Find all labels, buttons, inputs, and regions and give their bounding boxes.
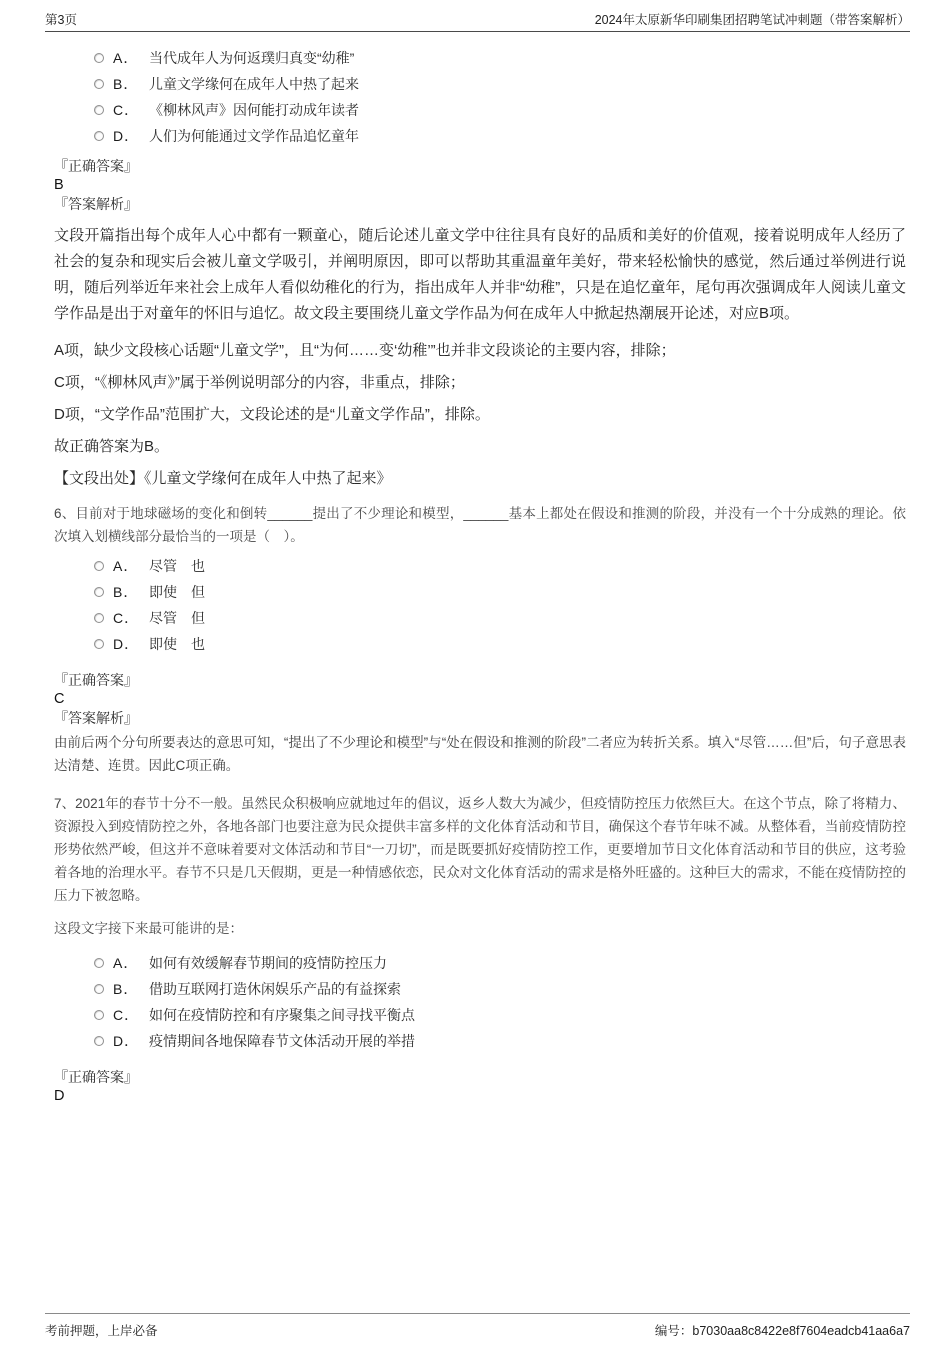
q5-answer-analysis-label: 『答案解析』 <box>54 196 138 212</box>
q7-option-a[interactable] <box>94 950 906 976</box>
page-header <box>45 10 910 32</box>
q7-options <box>54 950 906 1054</box>
radio-q5-c[interactable] <box>94 105 104 115</box>
option-letter: A． <box>113 955 139 971</box>
radio-q5-d[interactable] <box>94 131 104 141</box>
q5-source-line: 【文段出处】《儿童文学缘何在成年人中热了起来》 <box>54 470 392 487</box>
radio-q7-a[interactable] <box>94 958 104 968</box>
option-letter: B． <box>113 76 139 92</box>
q7-correct-answer-label: 『正确答案』 <box>54 1069 138 1085</box>
q5-options <box>54 45 906 149</box>
option-text: 《柳林风声》因何能打动成年读者 <box>149 102 359 118</box>
option-text: 当代成年人为何返璞归真变“幼稚” <box>149 50 355 66</box>
footer-document-id: 编号：b7030aa8c8422e8f7604eadcb41aa6a7 <box>654 1324 910 1338</box>
option-text: 如何有效缓解春节期间的疫情防控压力 <box>149 955 387 971</box>
radio-q5-a[interactable] <box>94 53 104 63</box>
option-letter: C． <box>113 1007 140 1023</box>
document-title: 2024年太原新华印刷集团招聘笔试冲刺题（带答案解析） <box>594 13 910 27</box>
radio-q7-b[interactable] <box>94 984 104 994</box>
q7-option-c[interactable] <box>94 1002 906 1028</box>
option-letter: D． <box>113 1033 140 1049</box>
radio-q6-c[interactable] <box>94 613 104 623</box>
page-content <box>54 31 906 1106</box>
option-letter: A． <box>113 50 139 66</box>
option-text: 儿童文学缘何在成年人中热了起来 <box>149 76 359 92</box>
q5-correct-answer-label: 『正确答案』 <box>54 158 138 174</box>
option-letter: D． <box>113 636 140 652</box>
option-letter: A． <box>113 558 139 574</box>
option-text: 即使 但 <box>149 584 205 600</box>
option-text: 疫情期间各地保障春节文体活动开展的举措 <box>149 1033 415 1049</box>
q7-prompt: 这段文字接下来最可能讲的是： <box>54 921 243 936</box>
option-text: 尽管 也 <box>149 558 205 574</box>
q6-stem: 6、目前对于地球磁场的变化和倒转______提出了不少理论和模型，______基本上都处在假设和推测的阶段，并没有一个十分成熟的理论。依次填入划横线部分最恰当的一项是（ ）。 <box>54 506 906 544</box>
radio-q5-b[interactable] <box>94 79 104 89</box>
q7-option-b[interactable] <box>94 976 906 1002</box>
q5-analysis-option-a: A项，缺少文段核心话题“儿童文学”，且“为何……变‘幼稚’”也并非文段谈论的主要内容，排除； <box>54 342 676 359</box>
q6-analysis-paragraph: 由前后两个分句所要表达的意思可知，“提出了不少理论和模型”与“处在假设和推测的阶段”二者应为转折关系。填入“尽管……但”后，句子意思表达清楚、连贯。因此C项正确。 <box>54 735 906 773</box>
radio-q7-c[interactable] <box>94 1010 104 1020</box>
option-text: 人们为何能通过文学作品追忆童年 <box>149 128 359 144</box>
q5-correct-answer-value: B <box>54 177 64 193</box>
q5-option-d[interactable] <box>94 123 906 149</box>
option-text: 如何在疫情防控和有序聚集之间寻找平衡点 <box>149 1007 415 1023</box>
radio-q6-b[interactable] <box>94 587 104 597</box>
page-number: 第3页 <box>45 13 77 27</box>
page-footer <box>45 1313 910 1339</box>
radio-q7-d[interactable] <box>94 1036 104 1046</box>
option-text: 尽管 但 <box>149 610 205 626</box>
q5-option-b[interactable] <box>94 71 906 97</box>
option-letter: D． <box>113 128 140 144</box>
option-text: 即使 也 <box>149 636 205 652</box>
footer-slogan: 考前押题，上岸必备 <box>45 1324 158 1338</box>
q5-analysis-option-d: D项，“文学作品”范围扩大，文段论述的是“儿童文学作品”，排除。 <box>54 406 490 423</box>
option-text: 借助互联网打造休闲娱乐产品的有益探索 <box>149 981 401 997</box>
q5-option-a[interactable] <box>94 45 906 71</box>
q6-option-a[interactable] <box>94 553 906 579</box>
q6-option-b[interactable] <box>94 579 906 605</box>
q5-analysis-paragraph: 文段开篇指出每个成年人心中都有一颗童心，随后论述儿童文学中往往具有良好的品质和美好的价值观，接着说明成年人经历了社会的复杂和现实后会被儿童文学吸引，并阐明原因，即可以帮助其重温童年美好，带来轻松愉快的感觉，然后通过举例进行说明，随后列举近年来社会上成年人看似幼稚化的行为，指出成年人并非“幼稚”，只是在追忆童年，尾句再次强调成年人阅读儿童文学作品是出于对童年的怀旧与追忆。故文段主要围绕儿童文学作品为何在成年人中掀起热潮展开论述，对应B项。 <box>54 227 906 322</box>
q6-answer-analysis-label: 『答案解析』 <box>54 710 138 726</box>
option-letter: C． <box>113 102 140 118</box>
q6-options <box>54 553 906 657</box>
q7-option-d[interactable] <box>94 1028 906 1054</box>
q5-option-c[interactable] <box>94 97 906 123</box>
option-letter: C． <box>113 610 140 626</box>
radio-q6-a[interactable] <box>94 561 104 571</box>
q5-analysis-conclusion: 故正确答案为B。 <box>54 438 170 455</box>
q6-correct-answer-value: C <box>54 691 65 707</box>
option-letter: B． <box>113 981 139 997</box>
q7-correct-answer-value: D <box>54 1088 65 1104</box>
q6-option-d[interactable] <box>94 631 906 657</box>
q6-option-c[interactable] <box>94 605 906 631</box>
q6-correct-answer-label: 『正确答案』 <box>54 672 138 688</box>
q5-analysis-option-c: C项，“《柳林风声》”属于举例说明部分的内容，非重点，排除； <box>54 374 465 391</box>
option-letter: B． <box>113 584 139 600</box>
q7-stem: 7、2021年的春节十分不一般。虽然民众积极响应就地过年的倡议，返乡人数大为减少，但疫情防控压力依然巨大。在这个节点，除了将精力、资源投入到疫情防控之外，各地各部门也要注意为民众提供丰富多样的文化体育活动和节目，确保这个春节年味不减。从整体看，当前疫情防控形势依然严峻，但这并不意味着要对文体活动和节目“一刀切”，而是既要抓好疫情防控工作，更要增加节日文化体育活动和节目的供应，这考验着各地的治理水平。春节不只是几天假期，更是一种情感依恋，民众对文化体育活动的需求是格外旺盛的。这种巨大的需求，不能在疫情防控的压力下被忽略。 <box>54 796 906 903</box>
radio-q6-d[interactable] <box>94 639 104 649</box>
